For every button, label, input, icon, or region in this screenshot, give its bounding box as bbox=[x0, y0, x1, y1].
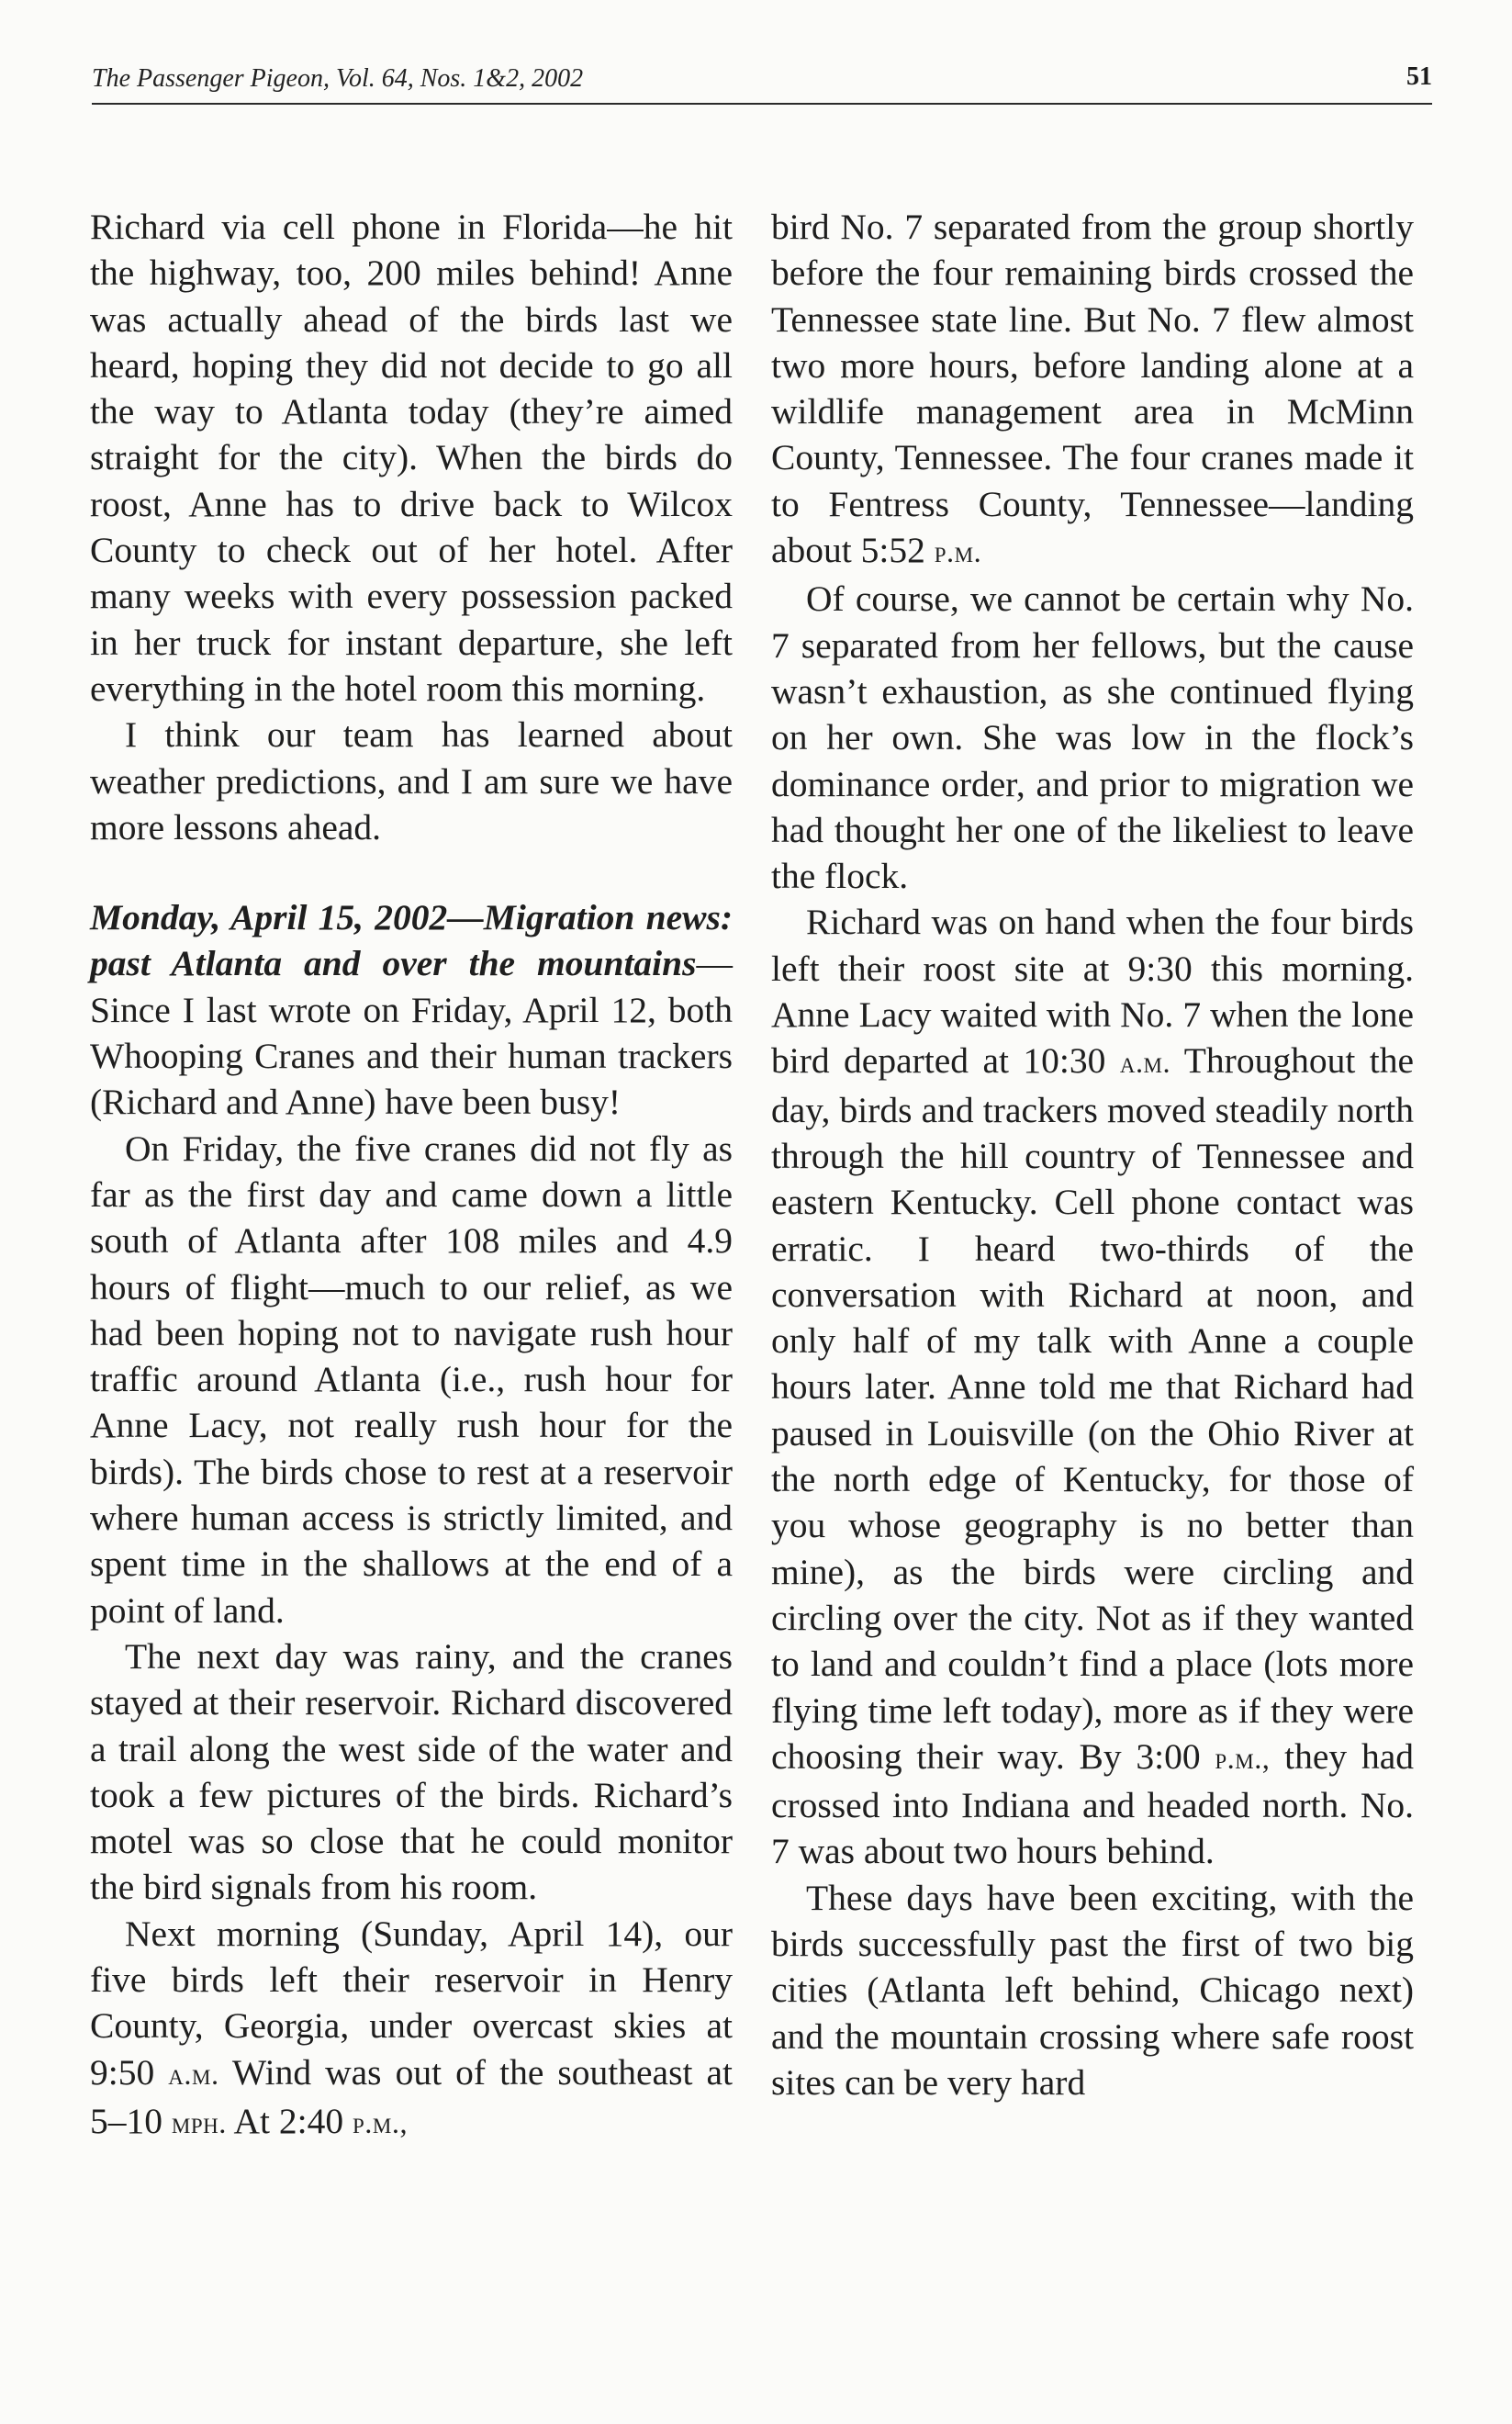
paragraph: The next day was rainy, and the cranes stayed at their reservoir. Richard discovered a trail along the west side of the water and took a few pictures of the birds. Richard’s motel was so close that he could monitor the bird signals from his room. bbox=[90, 1635, 733, 1908]
section-entry bbox=[90, 894, 733, 1125]
paragraph: These days have been exciting, with the birds successfully past the first of two big cities (Atlanta left behind, Chicago next) and the mountain crossing where safe roost sites can be very hard bbox=[771, 1877, 1414, 2103]
entry-text: —Since I last wrote on Friday, April 12, both Whooping Cranes and their human trackers (Richard and Anne) have been busy! bbox=[90, 943, 733, 1123]
journal-citation: The Passenger Pigeon, Vol. 64, Nos. 1&2, 2002 bbox=[92, 64, 584, 93]
paragraph: I think our team has learned about weather predictions, and I am sure we have more lessons ahead. bbox=[90, 714, 733, 847]
entry-heading: Monday, April 15, 2002—Migration news: past Atlanta and over the mountains bbox=[90, 897, 733, 984]
paragraph: bird No. 7 separated from the group shortly before the four remaining birds crossed the Tennessee state line. But No. 7 flew almost two more hours, before landing alone at a wildlife management area in McMinn County, Tennessee. The four cranes made it to Fentress County, Tennessee—landing about 5:52 p.m. bbox=[771, 207, 1414, 571]
paragraph: Richard via cell phone in Florida—he hit the highway, too, 200 miles behind! Anne was actually ahead of the birds last we heard, hoping they did not decide to go all the way to Atlanta today (they’re aimed straight for the city). When the birds do roost, Anne has to drive back to Wilcox County to check out of her hotel. After many weeks with every possession packed in her truck for instant departure, she left everything in the hotel room this morning. bbox=[90, 207, 733, 709]
paragraph: Richard was on hand when the four birds left their roost site at 9:30 this morning. Anne Lacy waited with No. 7 when the lone bird departed at 10:30 a.m. Throughout the day, birds and trackers moved steadily north through the hill country of Tennessee and eastern Kentucky. Cell phone contact was erratic. I heard two-thirds of the conversation with Richard at noon, and only half of my talk with Anne a couple hours later. Anne told me that Richard had paused in Louisville (on the Ohio River at the north edge of Kentucky, for those of you whose geography is no better than mine), as the birds were circling and circling over the city. Not as if they wanted to land and couldn’t find a place (lots more flying time left today), more as if they were choosing their way. By 3:00 p.m., they had crossed into Indiana and headed north. No. 7 was about two hours behind. bbox=[771, 902, 1414, 1872]
paragraph: Next morning (Sunday, April 14), our five birds left their reservoir in Henry County, Georgia, under overcast skies at 9:50 a.m. Wind was out of the southeast at 5–10 mph. At 2:40 p.m., bbox=[90, 1913, 733, 2141]
page-number: 51 bbox=[1406, 62, 1432, 91]
right-column bbox=[771, 204, 1414, 2105]
paragraph: Of course, we cannot be certain why No. 7 separated from her fellows, but the cause wasn’t exhaustion, as she continued flying on her own. She was low in the flock’s dominance order, and prior to migration we had thought her one of the likeliest to leave the flock. bbox=[771, 578, 1414, 897]
running-header bbox=[92, 57, 1432, 105]
paragraph: On Friday, the five cranes did not fly as far as the first day and came down a little south of Atlanta after 108 miles and 4.9 hours of flight—much to our relief, as we had been hoping not to navigate rush hour traffic around Atlanta (i.e., rush hour for Anne Lacy, not really rush hour for the birds). The birds chose to rest at a reservoir where human access is strictly limited, and spent time in the shallows at the end of a point of land. bbox=[90, 1128, 733, 1631]
left-column bbox=[90, 204, 733, 2147]
